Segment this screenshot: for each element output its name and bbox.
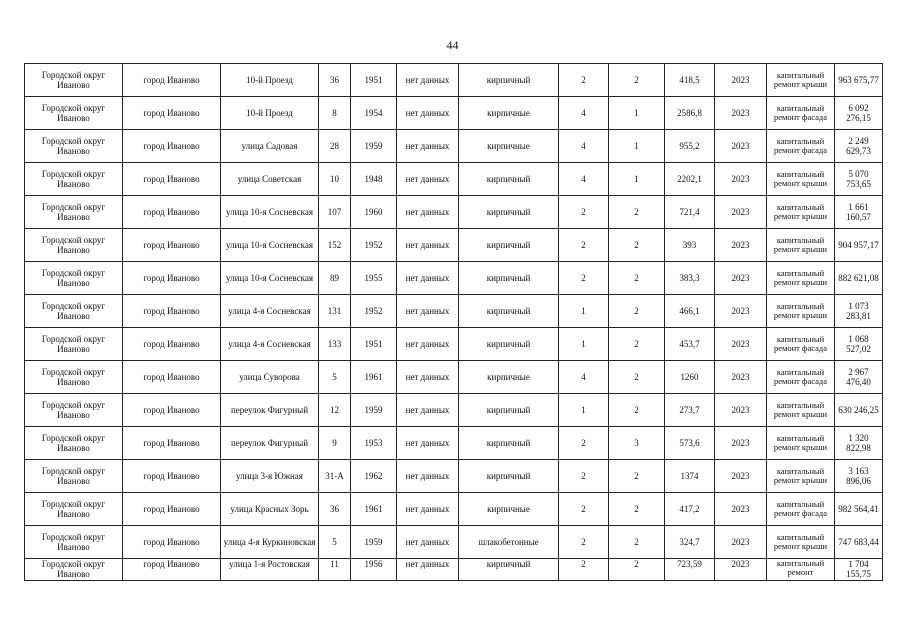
area-cell: 573,6: [665, 427, 715, 460]
entrances-cell: 2: [609, 559, 665, 581]
entrances-cell: 2: [609, 229, 665, 262]
plan-year-cell: 2023: [715, 559, 767, 581]
year-reconstruction-cell: нет данных: [397, 97, 459, 130]
house-number-cell: 28: [319, 130, 351, 163]
year-reconstruction-cell: нет данных: [397, 328, 459, 361]
entrances-cell: 2: [609, 64, 665, 97]
table-body: [25, 64, 883, 581]
plan-year-cell: 2023: [715, 295, 767, 328]
year-reconstruction-cell: нет данных: [397, 526, 459, 559]
municipality-cell: Городской округ Иваново: [25, 163, 123, 196]
plan-year-cell: 2023: [715, 493, 767, 526]
wall-material-cell: кирпичный: [459, 328, 559, 361]
work-type-cell: капитальный ремонт: [767, 559, 835, 581]
cost-cell: 1 320 822,98: [835, 427, 883, 460]
year-built-cell: 1960: [351, 196, 397, 229]
house-number-cell: 152: [319, 229, 351, 262]
year-reconstruction-cell: нет данных: [397, 163, 459, 196]
year-reconstruction-cell: нет данных: [397, 460, 459, 493]
year-built-cell: 1951: [351, 64, 397, 97]
work-type-cell: капитальный ремонт крыши: [767, 526, 835, 559]
municipality-cell: Городской округ Иваново: [25, 559, 123, 581]
street-cell: 10-й Проезд: [221, 97, 319, 130]
municipality-cell: Городской округ Иваново: [25, 493, 123, 526]
work-type-cell: капитальный ремонт фасада: [767, 130, 835, 163]
work-type-cell: капитальный ремонт фасада: [767, 97, 835, 130]
plan-year-cell: 2023: [715, 64, 767, 97]
house-number-cell: 10: [319, 163, 351, 196]
wall-material-cell: кирпичный: [459, 295, 559, 328]
work-type-cell: капитальный ремонт крыши: [767, 295, 835, 328]
municipality-cell: Городской округ Иваново: [25, 460, 123, 493]
plan-year-cell: 2023: [715, 130, 767, 163]
cost-cell: 1 068 527,02: [835, 328, 883, 361]
area-cell: 1374: [665, 460, 715, 493]
municipality-cell: Городской округ Иваново: [25, 394, 123, 427]
house-number-cell: 9: [319, 427, 351, 460]
table-row: [25, 328, 883, 361]
area-cell: 417,2: [665, 493, 715, 526]
locality-cell: город Иваново: [123, 328, 221, 361]
locality-cell: город Иваново: [123, 427, 221, 460]
street-cell: улица Суворова: [221, 361, 319, 394]
table-row: [25, 130, 883, 163]
work-type-cell: капитальный ремонт крыши: [767, 196, 835, 229]
floors-cell: 2: [559, 559, 609, 581]
cost-cell: 630 246,25: [835, 394, 883, 427]
municipality-cell: Городской округ Иваново: [25, 361, 123, 394]
street-cell: улица 10-я Сосневская: [221, 262, 319, 295]
year-built-cell: 1953: [351, 427, 397, 460]
page-number: 44: [446, 38, 459, 52]
table-row: [25, 196, 883, 229]
municipality-cell: Городской округ Иваново: [25, 262, 123, 295]
year-built-cell: 1955: [351, 262, 397, 295]
area-cell: 721,4: [665, 196, 715, 229]
cost-cell: 2 967 476,40: [835, 361, 883, 394]
floors-cell: 4: [559, 163, 609, 196]
housing-repair-table: [24, 63, 883, 581]
year-built-cell: 1959: [351, 130, 397, 163]
table-row: [25, 229, 883, 262]
area-cell: 324,7: [665, 526, 715, 559]
municipality-cell: Городской округ Иваново: [25, 427, 123, 460]
table-row: [25, 460, 883, 493]
table-row: [25, 295, 883, 328]
area-cell: 453,7: [665, 328, 715, 361]
plan-year-cell: 2023: [715, 460, 767, 493]
work-type-cell: капитальный ремонт крыши: [767, 460, 835, 493]
wall-material-cell: кирпичные: [459, 97, 559, 130]
year-reconstruction-cell: нет данных: [397, 559, 459, 581]
plan-year-cell: 2023: [715, 262, 767, 295]
municipality-cell: Городской округ Иваново: [25, 64, 123, 97]
wall-material-cell: кирпичные: [459, 361, 559, 394]
entrances-cell: 2: [609, 394, 665, 427]
plan-year-cell: 2023: [715, 427, 767, 460]
street-cell: переулок Фигурный: [221, 394, 319, 427]
locality-cell: город Иваново: [123, 559, 221, 581]
street-cell: улица 1-я Ростовская: [221, 559, 319, 581]
wall-material-cell: шлакобетонные: [459, 526, 559, 559]
area-cell: 955,2: [665, 130, 715, 163]
house-number-cell: 133: [319, 328, 351, 361]
locality-cell: город Иваново: [123, 394, 221, 427]
municipality-cell: Городской округ Иваново: [25, 196, 123, 229]
floors-cell: 4: [559, 130, 609, 163]
municipality-cell: Городской округ Иваново: [25, 97, 123, 130]
locality-cell: город Иваново: [123, 130, 221, 163]
entrances-cell: 1: [609, 163, 665, 196]
wall-material-cell: кирпичный: [459, 262, 559, 295]
wall-material-cell: кирпичный: [459, 460, 559, 493]
year-built-cell: 1948: [351, 163, 397, 196]
entrances-cell: 2: [609, 361, 665, 394]
entrances-cell: 2: [609, 196, 665, 229]
year-built-cell: 1952: [351, 295, 397, 328]
table-row: [25, 64, 883, 97]
cost-cell: 904 957,17: [835, 229, 883, 262]
area-cell: 383,3: [665, 262, 715, 295]
year-built-cell: 1956: [351, 559, 397, 581]
floors-cell: 2: [559, 196, 609, 229]
locality-cell: город Иваново: [123, 460, 221, 493]
table-row: [25, 361, 883, 394]
table-row: [25, 262, 883, 295]
work-type-cell: капитальный ремонт фасада: [767, 493, 835, 526]
year-reconstruction-cell: нет данных: [397, 196, 459, 229]
area-cell: 723,59: [665, 559, 715, 581]
year-reconstruction-cell: нет данных: [397, 262, 459, 295]
house-number-cell: 8: [319, 97, 351, 130]
year-reconstruction-cell: нет данных: [397, 295, 459, 328]
work-type-cell: капитальный ремонт крыши: [767, 262, 835, 295]
municipality-cell: Городской округ Иваново: [25, 526, 123, 559]
area-cell: 273,7: [665, 394, 715, 427]
area-cell: 2202,1: [665, 163, 715, 196]
entrances-cell: 2: [609, 526, 665, 559]
floors-cell: 4: [559, 97, 609, 130]
house-number-cell: 12: [319, 394, 351, 427]
plan-year-cell: 2023: [715, 328, 767, 361]
wall-material-cell: кирпичный: [459, 559, 559, 581]
year-built-cell: 1961: [351, 493, 397, 526]
locality-cell: город Иваново: [123, 493, 221, 526]
work-type-cell: капитальный ремонт крыши: [767, 64, 835, 97]
entrances-cell: 2: [609, 262, 665, 295]
locality-cell: город Иваново: [123, 295, 221, 328]
area-cell: 393: [665, 229, 715, 262]
street-cell: 10-й Проезд: [221, 64, 319, 97]
street-cell: улица 3-я Южная: [221, 460, 319, 493]
floors-cell: 2: [559, 526, 609, 559]
house-number-cell: 5: [319, 361, 351, 394]
cost-cell: 2 249 629,73: [835, 130, 883, 163]
locality-cell: город Иваново: [123, 196, 221, 229]
floors-cell: 1: [559, 394, 609, 427]
municipality-cell: Городской округ Иваново: [25, 295, 123, 328]
table-row: [25, 526, 883, 559]
house-number-cell: 11: [319, 559, 351, 581]
table-row: [25, 163, 883, 196]
year-built-cell: 1959: [351, 526, 397, 559]
plan-year-cell: 2023: [715, 163, 767, 196]
year-reconstruction-cell: нет данных: [397, 361, 459, 394]
year-reconstruction-cell: нет данных: [397, 64, 459, 97]
municipality-cell: Городской округ Иваново: [25, 229, 123, 262]
entrances-cell: 2: [609, 460, 665, 493]
cost-cell: 1 661 160,57: [835, 196, 883, 229]
cost-cell: 1 704 155,75: [835, 559, 883, 581]
table-row: [25, 559, 883, 581]
work-type-cell: капитальный ремонт фасада: [767, 361, 835, 394]
street-cell: улица 10-я Сосневская: [221, 229, 319, 262]
cost-cell: 3 163 896,06: [835, 460, 883, 493]
plan-year-cell: 2023: [715, 229, 767, 262]
work-type-cell: капитальный ремонт крыши: [767, 229, 835, 262]
entrances-cell: 2: [609, 295, 665, 328]
house-number-cell: 36: [319, 493, 351, 526]
street-cell: улица 10-я Сосневская: [221, 196, 319, 229]
entrances-cell: 1: [609, 130, 665, 163]
cost-cell: 963 675,77: [835, 64, 883, 97]
year-reconstruction-cell: нет данных: [397, 229, 459, 262]
house-number-cell: 5: [319, 526, 351, 559]
table-row: [25, 493, 883, 526]
plan-year-cell: 2023: [715, 526, 767, 559]
house-number-cell: 31-А: [319, 460, 351, 493]
house-number-cell: 107: [319, 196, 351, 229]
locality-cell: город Иваново: [123, 97, 221, 130]
house-number-cell: 36: [319, 64, 351, 97]
wall-material-cell: кирпичный: [459, 64, 559, 97]
year-built-cell: 1961: [351, 361, 397, 394]
entrances-cell: 2: [609, 328, 665, 361]
area-cell: 418,5: [665, 64, 715, 97]
street-cell: улица 4-я Куркиновская: [221, 526, 319, 559]
floors-cell: 2: [559, 460, 609, 493]
cost-cell: 5 070 753,65: [835, 163, 883, 196]
wall-material-cell: кирпичный: [459, 163, 559, 196]
floors-cell: 2: [559, 493, 609, 526]
locality-cell: город Иваново: [123, 262, 221, 295]
floors-cell: 2: [559, 262, 609, 295]
locality-cell: город Иваново: [123, 229, 221, 262]
year-built-cell: 1954: [351, 97, 397, 130]
work-type-cell: капитальный ремонт фасада: [767, 328, 835, 361]
year-built-cell: 1952: [351, 229, 397, 262]
street-cell: улица Красных Зорь: [221, 493, 319, 526]
work-type-cell: капитальный ремонт крыши: [767, 394, 835, 427]
year-reconstruction-cell: нет данных: [397, 493, 459, 526]
locality-cell: город Иваново: [123, 361, 221, 394]
floors-cell: 2: [559, 427, 609, 460]
street-cell: улица Советская: [221, 163, 319, 196]
wall-material-cell: кирпичные: [459, 493, 559, 526]
cost-cell: 882 621,08: [835, 262, 883, 295]
floors-cell: 2: [559, 64, 609, 97]
wall-material-cell: кирпичные: [459, 130, 559, 163]
year-built-cell: 1951: [351, 328, 397, 361]
wall-material-cell: кирпичный: [459, 394, 559, 427]
year-reconstruction-cell: нет данных: [397, 130, 459, 163]
year-built-cell: 1959: [351, 394, 397, 427]
plan-year-cell: 2023: [715, 196, 767, 229]
street-cell: переулок Фигурный: [221, 427, 319, 460]
locality-cell: город Иваново: [123, 64, 221, 97]
floors-cell: 2: [559, 229, 609, 262]
entrances-cell: 2: [609, 493, 665, 526]
floors-cell: 4: [559, 361, 609, 394]
plan-year-cell: 2023: [715, 97, 767, 130]
cost-cell: 982 564,41: [835, 493, 883, 526]
house-number-cell: 131: [319, 295, 351, 328]
work-type-cell: капитальный ремонт крыши: [767, 427, 835, 460]
floors-cell: 1: [559, 328, 609, 361]
plan-year-cell: 2023: [715, 361, 767, 394]
table-row: [25, 97, 883, 130]
entrances-cell: 3: [609, 427, 665, 460]
municipality-cell: Городской округ Иваново: [25, 328, 123, 361]
wall-material-cell: кирпичный: [459, 427, 559, 460]
municipality-cell: Городской округ Иваново: [25, 130, 123, 163]
cost-cell: 1 073 283,81: [835, 295, 883, 328]
year-reconstruction-cell: нет данных: [397, 394, 459, 427]
plan-year-cell: 2023: [715, 394, 767, 427]
street-cell: улица 4-я Сосневская: [221, 328, 319, 361]
work-type-cell: капитальный ремонт крыши: [767, 163, 835, 196]
area-cell: 466,1: [665, 295, 715, 328]
year-reconstruction-cell: нет данных: [397, 427, 459, 460]
year-built-cell: 1962: [351, 460, 397, 493]
locality-cell: город Иваново: [123, 526, 221, 559]
cost-cell: 6 092 276,15: [835, 97, 883, 130]
street-cell: улица 4-я Сосневская: [221, 295, 319, 328]
floors-cell: 1: [559, 295, 609, 328]
wall-material-cell: кирпичный: [459, 196, 559, 229]
table-row: [25, 394, 883, 427]
cost-cell: 747 683,44: [835, 526, 883, 559]
locality-cell: город Иваново: [123, 163, 221, 196]
area-cell: 2586,8: [665, 97, 715, 130]
entrances-cell: 1: [609, 97, 665, 130]
table-row: [25, 427, 883, 460]
house-number-cell: 89: [319, 262, 351, 295]
street-cell: улица Садовая: [221, 130, 319, 163]
area-cell: 1260: [665, 361, 715, 394]
wall-material-cell: кирпичный: [459, 229, 559, 262]
